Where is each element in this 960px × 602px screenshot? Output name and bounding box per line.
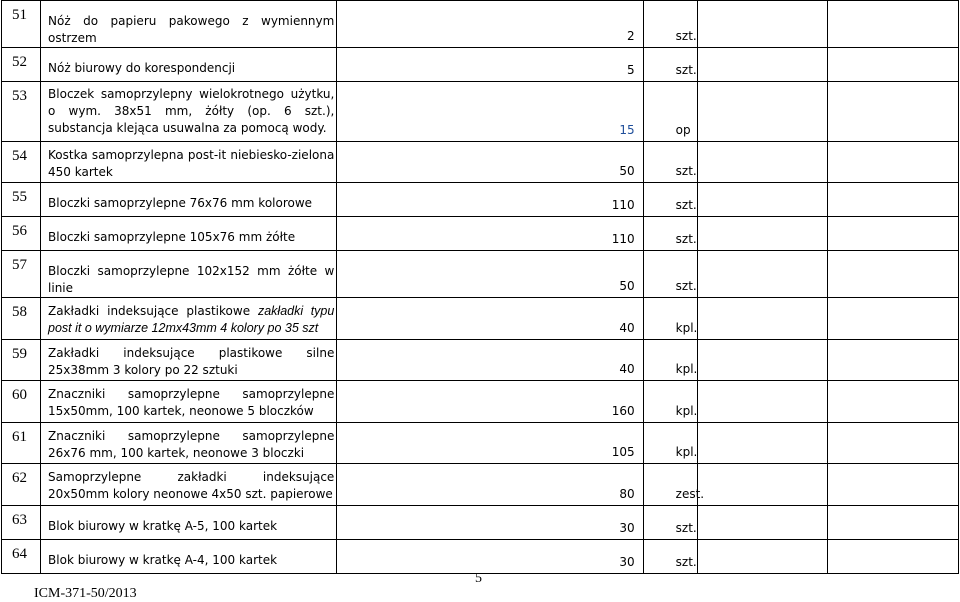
item-name: Nóż biurowy do korespondencji [41,48,337,82]
item-quantity: 50 [337,142,643,183]
table-row [2,183,959,217]
row-number: 52 [2,48,41,82]
row-number: 55 [2,183,41,217]
empty-cell [697,82,827,142]
item-name [41,298,337,340]
table-row [2,251,959,298]
item-unit: szt. [643,48,697,82]
row-number: 64 [2,540,41,574]
table-row [2,340,959,381]
row-number: 59 [2,340,41,381]
item-unit: szt. [643,540,697,574]
row-number: 62 [2,464,41,506]
empty-cell [697,217,827,251]
empty-cell [697,142,827,183]
item-name: Blok biurowy w kratkę A-4, 100 kartek [41,540,337,574]
empty-cell [827,82,958,142]
item-name: Kostka samoprzylepna post-it niebiesko-zielona 450 kartek [41,142,337,183]
empty-cell [697,540,827,574]
item-quantity: 160 [337,381,643,423]
table-row [2,381,959,423]
item-quantity: 80 [337,464,643,506]
item-quantity: 15 [337,82,643,142]
empty-cell [827,423,958,464]
item-unit: zest. [643,464,697,506]
document-code: ICM-371-50/2013 [34,586,137,601]
row-number: 53 [2,82,41,142]
item-unit: szt. [643,1,697,48]
item-quantity: 40 [337,340,643,381]
item-quantity: 30 [337,506,643,540]
empty-cell [827,464,958,506]
empty-cell [827,217,958,251]
item-name-regular: Zakładki indeksujące plastikowe [48,304,251,318]
table-row [2,142,959,183]
table-row [2,82,959,142]
item-name: Bloczki samoprzylepne 102x152 mm żółte w linie [41,251,337,298]
item-name: Bloczek samoprzylepny wielokrotnego użytku, o wym. 38x51 mm, żółty (op. 6 szt.), substancja klejąca usuwalna za pomocą wody. [41,82,337,142]
table-row [2,423,959,464]
row-number: 51 [2,1,41,48]
table-row [2,464,959,506]
table-row [2,217,959,251]
item-name-italic: zakładki typu post it o wymiarze 12mx43mm 4 kolory po 35 szt [48,304,335,335]
empty-cell [827,298,958,340]
item-unit: kpl. [643,298,697,340]
empty-cell [827,183,958,217]
row-number: 63 [2,506,41,540]
empty-cell [827,506,958,540]
empty-cell [827,381,958,423]
row-number: 56 [2,217,41,251]
table-row [2,540,959,574]
item-unit: kpl. [643,423,697,464]
row-number: 61 [2,423,41,464]
empty-cell [827,340,958,381]
table-row [2,1,959,48]
table-row [2,298,959,340]
table-row [2,48,959,82]
item-quantity: 5 [337,48,643,82]
empty-cell [827,1,958,48]
row-number: 58 [2,298,41,340]
empty-cell [827,142,958,183]
item-unit: szt. [643,217,697,251]
empty-cell [697,381,827,423]
row-number: 57 [2,251,41,298]
item-quantity: 2 [337,1,643,48]
item-name: Bloczki samoprzylepne 76x76 mm kolorowe [41,183,337,217]
empty-cell [697,340,827,381]
row-number: 60 [2,381,41,423]
item-quantity: 110 [337,217,643,251]
empty-cell [697,464,827,506]
empty-cell [697,506,827,540]
empty-cell [697,1,827,48]
item-unit: szt. [643,506,697,540]
empty-cell [697,423,827,464]
item-unit: op [643,82,697,142]
row-number: 54 [2,142,41,183]
table-row [2,506,959,540]
empty-cell [827,540,958,574]
empty-cell [697,251,827,298]
item-unit: szt. [643,251,697,298]
page-number: 5 [475,571,482,586]
item-quantity: 110 [337,183,643,217]
item-unit: kpl. [643,381,697,423]
empty-cell [697,48,827,82]
item-unit: szt. [643,142,697,183]
item-name: Znaczniki samoprzylepne samoprzylepne 15x50mm, 100 kartek, neonowe 5 bloczków [41,381,337,423]
item-unit: szt. [643,183,697,217]
empty-cell [697,183,827,217]
empty-cell [697,298,827,340]
item-quantity: 40 [337,298,643,340]
empty-cell [827,251,958,298]
item-unit: kpl. [643,340,697,381]
item-name: Znaczniki samoprzylepne samoprzylepne 26x76 mm, 100 kartek, neonowe 3 bloczki [41,423,337,464]
item-quantity: 105 [337,423,643,464]
item-name: Bloczki samoprzylepne 105x76 mm żółte [41,217,337,251]
items-table [1,0,959,574]
empty-cell [827,48,958,82]
item-name: Samoprzylepne zakładki indeksujące 20x50mm kolory neonowe 4x50 szt. papierowe [41,464,337,506]
item-quantity: 30 [337,540,643,574]
item-name: Zakładki indeksujące plastikowe silne 25x38mm 3 kolory po 22 sztuki [41,340,337,381]
item-name: Nóż do papieru pakowego z wymiennym ostrzem [41,1,337,48]
item-name: Blok biurowy w kratkę A-5, 100 kartek [41,506,337,540]
item-quantity: 50 [337,251,643,298]
